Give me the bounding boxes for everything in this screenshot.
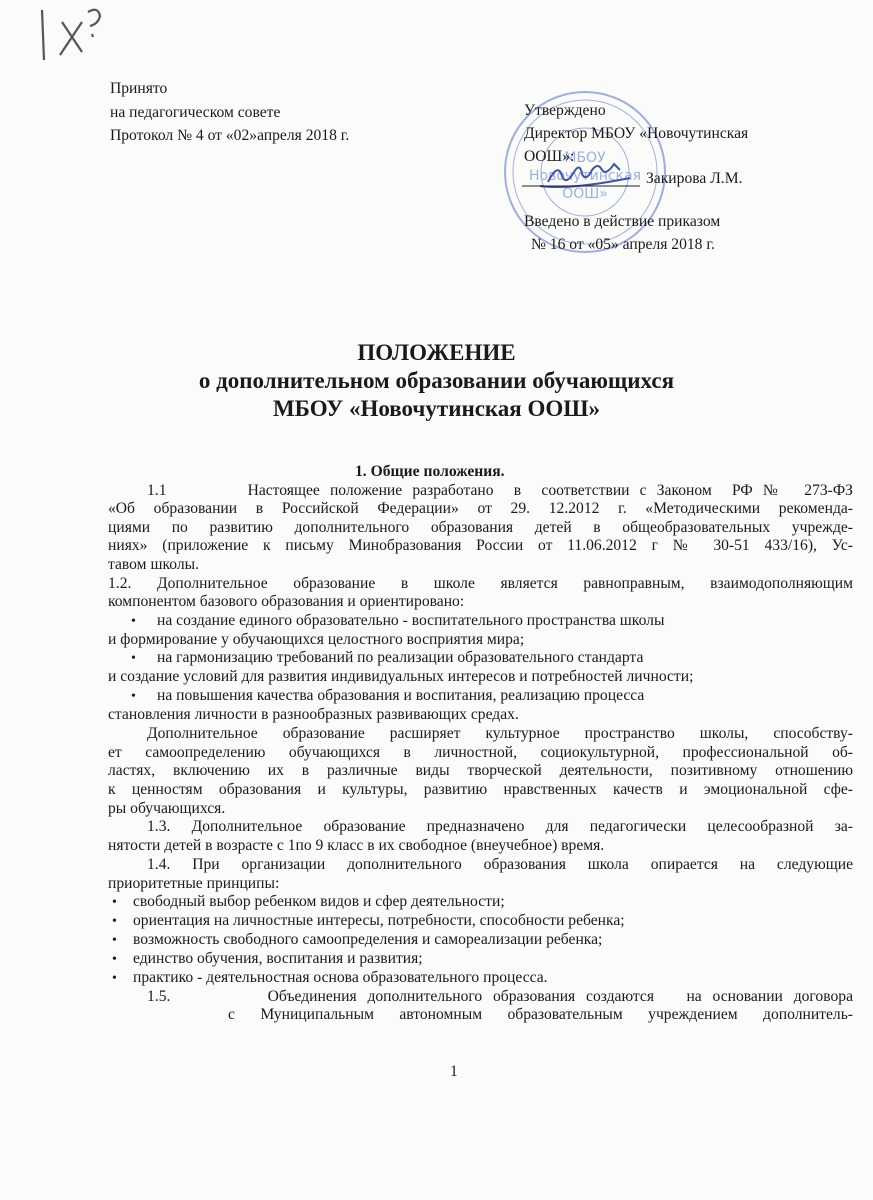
paragraph-line: ет самоопределению обучающихся в личностной, социокультурной, профессиональной об- — [108, 744, 853, 761]
paragraph-line: становления личности в разнообразных развивающих средах. — [108, 706, 519, 723]
paragraph-line: приоритетные принципы: — [108, 875, 280, 892]
paragraph-line: нятости детей в возрасте с 1по 9 класс в их свободное (внеучебное) время. — [108, 837, 605, 854]
list-item: единство обучения, воспитания и развития; — [133, 950, 423, 967]
paragraph-line: ластях, включению их в различные виды творческой деятельности, позитивному отношению — [108, 762, 853, 779]
bullet-icon: • — [112, 895, 117, 910]
list-item: на повышения качества образования и воспитания, реализацию процесса — [157, 687, 645, 704]
list-item: возможность свободного самоопределения и самореализации ребенка; — [133, 931, 603, 948]
accepted-by: на педагогическом совете — [110, 104, 281, 121]
bullet-icon: • — [131, 689, 136, 704]
paragraph-line: тавом школы. — [108, 556, 199, 573]
director-name: Закирова Л.М. — [646, 170, 743, 187]
svg-text:МБОУ: МБОУ — [564, 150, 606, 166]
bullet-icon: • — [112, 933, 117, 948]
handwritten-mark — [42, 10, 100, 60]
paragraph-line: ры обучающихся. — [108, 800, 226, 817]
doc-subtitle-school: МБОУ «Новочутинская ООШ» — [272, 396, 601, 421]
list-item: практико - деятельностная основа образовательного процесса. — [133, 969, 548, 986]
protocol-line: Протокол № 4 от «02»апреля 2018 г. — [110, 127, 350, 144]
doc-title: ПОЛОЖЕНИЕ — [357, 340, 516, 365]
paragraph-line: к ценностям образования и культуры, развитию нравственных качеств и эмоциональной сфе- — [108, 781, 853, 798]
order-line: № 16 от «05» апреля 2018 г. — [531, 236, 715, 253]
director-line: Директор МБОУ «Новочутинская — [524, 125, 749, 142]
paragraph-line: 1.5. Объединения дополнительного образования создаются на основании договора — [147, 988, 853, 1005]
svg-text:Новочутинская: Новочутинская — [528, 168, 642, 184]
school-line: ООШ»: — [524, 148, 575, 165]
bullet-icon: • — [131, 614, 136, 629]
paragraph-line: компонентом базового образования и ориентировано: — [108, 593, 465, 610]
paragraph-line: ниях» (приложение к письму Минобразования России от 11.06.2012 г № 30-51 433/16), Ус- — [108, 537, 853, 554]
paragraph-line: Дополнительное образование расширяет культурное пространство школы, способству- — [147, 725, 853, 742]
paragraph-line: 1.2. Дополнительное образование в школе является равноправным, взаимодополняющим — [108, 575, 853, 592]
paragraph-line: 1.1 Настоящее положение разработано в соответствии с Законом РФ № 273-ФЗ — [147, 482, 853, 499]
svg-text:ООШ»: ООШ» — [562, 186, 608, 202]
paragraph-line: 1.3. Дополнительное образование предназначено для педагогически целесообразной за- — [147, 818, 853, 835]
accepted-label: Принято — [110, 80, 168, 97]
paragraph-line: «Об образовании в Российской Федерации» от 29. 12.2012 г. «Методическими рекоменда- — [108, 500, 853, 517]
bullet-icon: • — [112, 971, 117, 986]
paragraph-line: и создание условий для развития индивидуальных интересов и потребностей личности; — [108, 668, 694, 685]
approved-label: Утверждено — [524, 102, 606, 119]
list-item: на гармонизацию требований по реализации образовательного стандарта — [157, 649, 644, 666]
bullet-icon: • — [112, 952, 117, 967]
enacted-line: Введено в действие приказом — [524, 213, 721, 230]
paragraph-line: с Муниципальным автономным образовательным учреждением дополнитель- — [228, 1006, 853, 1023]
bullet-icon: • — [112, 914, 117, 929]
signature — [540, 164, 630, 187]
paragraph-line: 1.4. При организации дополнительного образования школа опирается на следующие — [147, 856, 853, 873]
list-item: на создание единого образовательно - воспитательного пространства школы — [157, 612, 665, 629]
paragraph-line: циями по развитию дополнительного образования детей в общеобразовательных учрежде- — [108, 519, 853, 536]
list-item: свободный выбор ребенком видов и сфер деятельности; — [133, 893, 505, 910]
paragraph-line: и формирование у обучающихся целостного восприятия мира; — [108, 631, 525, 648]
page-number: 1 — [450, 1063, 458, 1080]
doc-subtitle: о дополнительном образовании обучающихся — [198, 368, 675, 393]
bullet-icon: • — [131, 651, 136, 666]
section-heading: 1. Общие положения. — [355, 463, 505, 480]
list-item: ориентация на личностные интересы, потребности, способности ребенка; — [133, 912, 625, 929]
